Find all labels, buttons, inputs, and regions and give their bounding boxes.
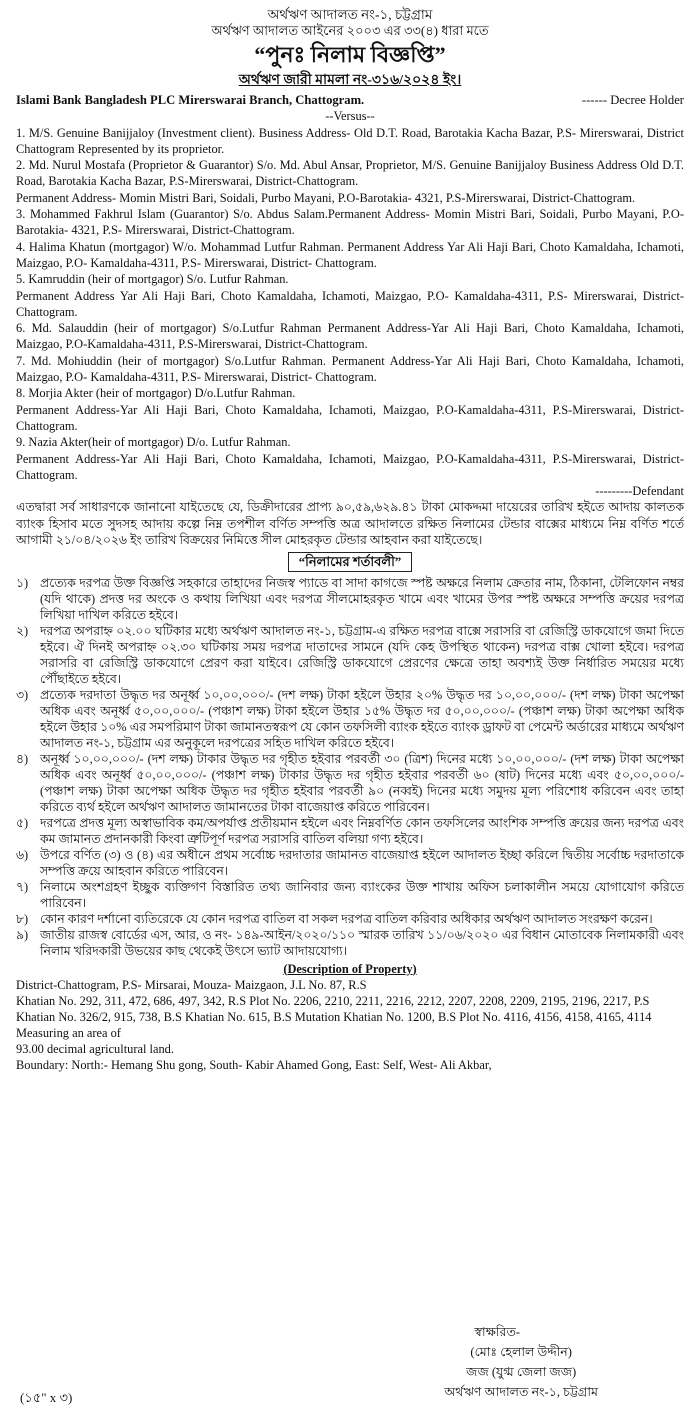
condition-number: ১)	[16, 575, 29, 590]
signatory-designation: জজ (যুগ্ম জেলা জজ)	[466, 1365, 577, 1379]
signature-label: স্বাক্ষরিত-	[474, 1325, 521, 1339]
condition-item	[16, 847, 684, 879]
description-line: Khatian No. 292, 311, 472, 686, 497, 342, R.S Plot No. 2206, 2210, 2211, 2216, 2212, 2207, 2208, 2209, 2195, 2196, 2217, P.S Khatian No. 326/2, 915, 738, B.S Khatian No. 615, B.S Mutation Khatian No. 1200, B.S Plot No. 4116, 4156, 4158, 4165, 4114 Measuring an area of	[16, 993, 652, 1040]
defendant-line: 1. M/S. Genuine Banijjaloy (Investment client). Business Address- Old D.T. Road, Barotakia Kacha Bazar, P.S- Mirerswarai, District Chattogram Represented by its proprietor.	[16, 125, 684, 156]
condition-text: প্রত্যেক দরদাতা উদ্ধৃত দর অনূর্ধ্ব ১০,০০,০০০/- (দশ লক্ষ) টাকা হইলে উহার ২০% উদ্ধৃত দর ১০,০০,০০০/- (দশ লক্ষ) টাকা অপেক্ষা অধিক এবং অনূর্ধ্ব ৫০,০০,০০০/- (পঞ্চাশ লক্ষ) টাকা হইলে উহার ১৫% উদ্ধৃত দর ৫০,০০,০০০/- (পঞ্চাশ লক্ষ) টাকা অপেক্ষা অধিক হইলে উহার ১০% এর সমপরিমাণ টাকা জামানতস্বরূপ যে কোন তফসিলী ব্যাংক হইতে ব্যাংক ড্রাফট বা পেমেন্ট অর্ডারের মাধ্যমে অর্থঋণ আদালত নং-১, চট্টগ্রাম এর অনুকূলে দরপত্রের সহিত দাখিল করিতে হইবে।	[40, 687, 684, 750]
defendant-line: 9. Nazia Akter(heir of mortgagor) D/o. Lutfur Rahman.	[16, 435, 291, 450]
condition-number: ২)	[16, 623, 29, 638]
condition-number: ৯)	[16, 927, 29, 942]
condition-item	[16, 623, 684, 687]
versus-label: --Versus--	[325, 109, 375, 124]
defendant-line: Permanent Address-Yar Ali Haji Bari, Choto Kamaldaha, Ichamoti, Maizgao, P.O-Kamaldaha-4311, P.S-Mirerswarai, District-Chattogram.	[16, 451, 684, 482]
condition-number: ৮)	[16, 911, 29, 926]
notice-title: “পুনঃ নিলাম বিজ্ঞপ্তি”	[254, 42, 446, 67]
description-line: 93.00 decimal agricultural land.	[16, 1041, 174, 1056]
law-reference: অর্থঋণ আদালত আইনের ২০০৩ এর ৩৩(৪) ধারা মতে	[211, 23, 489, 38]
description-title: (Description of Property)	[283, 961, 417, 976]
plaintiff-name: Islami Bank Bangladesh PLC Mirerswarai Branch, Chattogram.	[16, 93, 365, 107]
case-number: অর্থঋণ জারী মামলা নং-৩১৬/২০২৪ ইং।	[238, 73, 462, 88]
condition-number: ৪)	[16, 751, 29, 766]
condition-item	[16, 879, 684, 911]
defendant-line: Permanent Address- Momin Mistri Bari, Soidali, Purbo Mayani, P.O-Barotakia- 4321, P.S-Mirerswarai, District-Chattogram.	[16, 190, 636, 205]
ad-size-note: (১৫" x ৩)	[20, 1390, 73, 1405]
plaintiff-role: ------ Decree Holder	[581, 93, 684, 107]
condition-text: কোন কারণ দর্শানো ব্যতিরেকে যে কোন দরপত্র বাতিল বা সকল দরপত্র বাতিল করিবার অধিকার অর্থঋণ আদালত সংরক্ষণ করেন।	[40, 911, 653, 926]
defendant-line: 5. Kamruddin (heir of mortgagor) S/o. Lutfur Rahman.	[16, 272, 289, 287]
description-line: District-Chattogram, P.S- Mirsarai, Mouza- Maizgaon, J.L No. 87, R.S	[16, 977, 367, 992]
condition-number: ৩)	[16, 687, 29, 702]
condition-text: প্রত্যেক দরপত্র উক্ত বিজ্ঞপ্তি সহকারে তাহাদের নিজস্ব প্যাডে বা সাদা কাগজে স্পষ্ট অক্ষরে নিলাম ক্রেতার নাম, ঠিকানা, টেলিফোন নম্বর (যদি থাকে) প্রদত্ত দর অংকে ও কথায় লিখিয়া এবং দরপত্র সীলমোহরকৃত খামে এবং খামের উপর স্পষ্ট অক্ষরে সম্পত্তি ক্রয়ের দরপত্র লিখিয়া দাখিল করিতে হইবে।	[40, 575, 684, 622]
condition-text: জাতীয় রাজস্ব বোর্ডের এস, আর, ও নং- ১৪৯-আইন/২০২০/১১০ স্মারক তারিখ ১১/০৬/২০২০ এর বিধান মোতাবেক নিলামকারী এবং নিলাম খরিদকারী উভয়ের কাছ থেকেই উৎসে ভ্যাট আদায়যোগ্য।	[40, 927, 684, 958]
condition-text: উপরে বর্ণিত (৩) ও (৪) এর অধীনে প্রথম সর্বোচ্চ দরদাতার জামানত বাজেয়াপ্ত হইলে আদালত ইচ্ছা করিলে দ্বিতীয় সর্বোচ্চ দরদাতাকে সম্পত্তি ক্রয়ে আহবান করিতে পারিবেন।	[40, 847, 684, 878]
condition-text: দরপত্র অপরাহ্ন ০২.০০ ঘটিকার মধ্যে অর্থঋণ আদালত নং-১, চট্টগ্রাম-এ রক্ষিত দরপত্র বাক্সে সরাসরি বা রেজিস্ট্রি ডাকযোগে জমা দিতে হইবে। ঐ দিনই অপরাহ্ন ০২.৩০ ঘটিকায় সময় দরপত্র দাতাদের সামনে (যদি কেহ উপস্থিত থাকেন) দরপত্র বাক্স খোলা হইবে। দরপত্র সরাসরি বা রেজিস্ট্রি ডাকযোগে প্রেরণ করা যাইবে। রেজিস্ট্রি ডাকযোগে প্রেরণের ক্ষেত্রে তাহা অবশ্যই উক্ত নির্ধারিত সময়ের মধ্যে পৌঁছাইতে হইবে।	[40, 623, 684, 686]
defendant-line: Permanent Address Yar Ali Haji Bari, Choto Kamaldaha, Ichamoti, Maizgao, P.O- Kamaldaha-4311, P.S- Mirerswarai, District- Chattogram.	[16, 288, 684, 319]
condition-text: নিলামে অংশগ্রহণ ইচ্ছুক ব্যক্তিগণ বিস্তারিত তথ্য জানিবার জন্য ব্যাংকের উক্ত শাখায় অফিস চলাকালীন সময়ে যোগাযোগ করিতে পারিবেন।	[40, 879, 684, 910]
defendant-line: 6. Md. Salauddin (heir of mortgagor) S/o.Lutfur Rahman Permanent Address-Yar Ali Haji Bari, Choto Kamaldaha, Ichamoti, Maizgao, P.O-Kamaldaha-4311, P.S-Mirerswarai, District-Chattogram.	[16, 321, 684, 352]
condition-number: ৬)	[16, 847, 29, 862]
condition-item	[16, 927, 684, 959]
condition-number: ৫)	[16, 815, 29, 830]
condition-item	[16, 751, 684, 815]
conditions-heading	[16, 552, 684, 571]
condition-number: ৭)	[16, 879, 29, 894]
defendant-line: 4. Halima Khatun (mortgagor) W/o. Mohammad Lutfur Rahman. Permanent Address Yar Ali Haji Bari, Choto Kamaldaha, Ichamoti, Maizgao, P.O- Kamaldaha-4311, P.S- Mirerswarai, District- Chattogram.	[16, 239, 684, 270]
signatory-name: (মোঃ হেলাল উদ্দীন)	[470, 1345, 572, 1359]
property-description	[16, 977, 684, 1073]
defendant-line: Permanent Address-Yar Ali Haji Bari, Choto Kamaldaha, Ichamoti, Maizgao, P.O-Kamaldaha-4311, P.S-Mirerswarai, District-Chattogram.	[16, 402, 684, 433]
defendants-list	[16, 125, 684, 484]
condition-item	[16, 687, 684, 751]
condition-item	[16, 815, 684, 847]
conditions-list	[16, 575, 684, 959]
condition-item	[16, 911, 684, 927]
conditions-title: “নিলামের শর্তাবলী”	[288, 552, 413, 571]
notice-body: এতদ্বারা সর্ব সাধারণকে জানানো যাইতেছে যে, ডিক্রীদারের প্রাপ্য ৯০,৫৯,৬২৯.৪১ টাকা মোকদ্দমা দায়েরের তারিখ হইতে আদায় কালতক ব্যাংক হিসাব মতে সুদসহ আদায় কল্পে নিম্ন তপশীল বর্ণিত সম্পত্তি অত্র আদালতে রক্ষিত নিলামের টেন্ডার বাক্সের মাধ্যমে নিম্ন বর্ণিত শর্তে আগামী ২১/০৪/২০২৬ ইং তারিখ বিক্রয়ের নিমিত্তে সীল মোহরকৃত টেন্ডার আহবান করা যাইতেছে।	[16, 500, 684, 548]
description-line: Boundary: North:- Hemang Shu gong, South- Kabir Ahamed Gong, East: Self, West- Ali Akbar,	[16, 1057, 492, 1072]
condition-text: অনূর্ধ্ব ১০,০০,০০০/- (দশ লক্ষ) টাকার উদ্ধৃত দর গৃহীত হইবার পরবর্তী ৩০ (ত্রিশ) দিনের মধ্যে ১০,০০,০০০/- (দশ লক্ষ) টাকা অপেক্ষা অধিক এবং অনূর্ধ্ব ৫০,০০,০০০/- (পঞ্চাশ লক্ষ) টাকার উদ্ধৃত দর গৃহীত হইবার পরবর্তী ৬০ (ষাট) দিনের মধ্যে এবং ৫০,০০,০০০/- (পঞ্চাশ লক্ষ) টাকা অপেক্ষা অধিক উদ্ধৃত দর গৃহীত হইবার পরবর্তী ৯০ (নব্বই) দিনের মধ্যে সমুদয় মূল্য পরিশোধ করিবেন এবং তাহা করিতে ব্যর্থ হইলে অর্থঋণ আদালত জামানতের টাকা বাজেয়াপ্ত করিতে পারিবেন।	[40, 751, 684, 814]
plaintiff-row	[16, 92, 684, 108]
defendant-label: ---------Defendant	[595, 484, 684, 499]
court-name: অর্থঋণ আদালত নং-১, চট্টগ্রাম	[267, 7, 433, 22]
signature-block	[444, 1322, 598, 1402]
defendant-line: 2. Md. Nurul Mostafa (Proprietor & Guarantor) S/o. Md. Abul Ansar, Proprietor, M/S. Genuine Banijjaloy Business Address Old D.T. Road, Barotakia Kacha Bazar, P.S-Mirerswarai, District-Chattogram.	[16, 158, 684, 189]
defendant-line: 8. Morjia Akter (heir of mortgagor) D/o.Lutfur Rahman.	[16, 386, 296, 401]
defendant-line: 3. Mohammed Fakhrul Islam (Guarantor) S/o. Abdus Salam.Permanent Address- Momin Mistri Bari, Soidali, Purbo Mayani, P.O- Barotakia- 4321, P.S- Mirerswarai, District-Chattogram.	[16, 207, 684, 238]
defendant-line: 7. Md. Mohiuddin (heir of mortgagor) S/o.Lutfur Rahman. Permanent Address-Yar Ali Haji Bari, Choto Kamaldaha, Ichamoti, Maizgao, P.O- Kamaldaha-4311, P.S- Mirerswarai, District- Chattogram.	[16, 353, 684, 385]
condition-text: দরপত্রে প্রদত্ত মূল্য অস্বাভাবিক কম/অপর্যাপ্ত প্রতীয়মান হইলে এবং নিম্নবর্ণিত কোন তফসিলের আংশিক সম্পত্তি ক্রয়ের জন্য দরপত্র এবং কম জামানত প্রদানকারী কিংবা ত্রুটিপূর্ণ দরপত্র সরাসরি বাতিল বলিয়া গণ্য হইবে।	[40, 815, 684, 846]
signatory-court: অর্থঋণ আদালত নং-১, চট্টগ্রাম	[444, 1385, 598, 1399]
condition-item	[16, 575, 684, 623]
